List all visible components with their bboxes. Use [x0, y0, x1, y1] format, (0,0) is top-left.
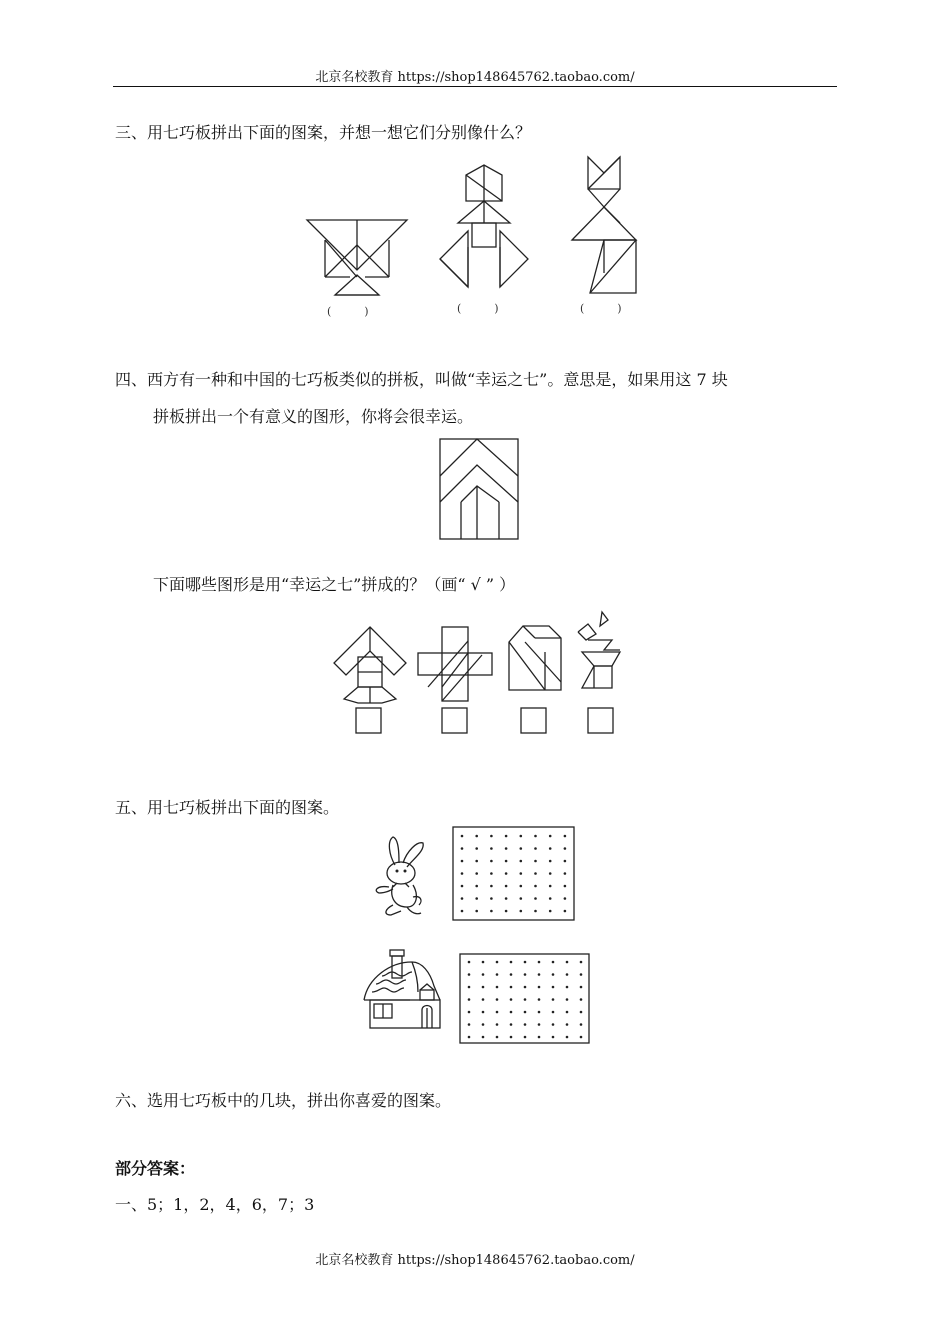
- grid-dot: [580, 1011, 583, 1014]
- q4-option-figure-4: [574, 610, 624, 692]
- grid-dot: [538, 1011, 541, 1014]
- grid-dot: [564, 860, 567, 863]
- q4-option-figure-2: [416, 625, 496, 705]
- grid-dot: [564, 910, 567, 913]
- grid-dot: [505, 872, 508, 875]
- grid-dot: [534, 872, 537, 875]
- grid-dot: [468, 1011, 471, 1014]
- grid-dot: [534, 847, 537, 850]
- grid-dot: [475, 872, 478, 875]
- q3-tangram-figure-3: [568, 155, 648, 300]
- grid-dot: [580, 1036, 583, 1039]
- grid-dot: [538, 961, 541, 964]
- grid-dot: [580, 986, 583, 989]
- q4-option-box-3[interactable]: [520, 707, 548, 735]
- grid-dot: [510, 986, 513, 989]
- grid-dot: [520, 847, 523, 850]
- grid-dot: [475, 910, 478, 913]
- grid-dot: [482, 1011, 485, 1014]
- grid-dot: [496, 1023, 499, 1026]
- grid-dot: [520, 885, 523, 888]
- grid-dot: [580, 1023, 583, 1026]
- grid-dot: [490, 897, 493, 900]
- grid-dot: [552, 961, 555, 964]
- grid-dot: [482, 961, 485, 964]
- rabbit-icon: [367, 835, 437, 920]
- house-icon: [360, 948, 450, 1033]
- grid-dot: [468, 961, 471, 964]
- grid-dot: [566, 1011, 569, 1014]
- grid-dot: [475, 847, 478, 850]
- grid-dot: [552, 1023, 555, 1026]
- grid-dot: [538, 1023, 541, 1026]
- q4-option-box-1[interactable]: [355, 707, 383, 735]
- grid-dot: [461, 910, 464, 913]
- q3-tangram-figure-1: [305, 215, 415, 300]
- grid-dot: [482, 1036, 485, 1039]
- grid-dot: [510, 961, 513, 964]
- grid-dot: [468, 1036, 471, 1039]
- grid-dot: [524, 973, 527, 976]
- answers-line-1: 一、5；1，2，4，6，7；3: [115, 1195, 315, 1214]
- grid-dot: [510, 998, 513, 1001]
- grid-dot: [552, 1036, 555, 1039]
- grid-dot: [534, 860, 537, 863]
- grid-dot: [482, 1023, 485, 1026]
- grid-dot: [524, 961, 527, 964]
- grid-dot: [524, 1011, 527, 1014]
- grid-dot: [510, 1036, 513, 1039]
- grid-dot: [549, 885, 552, 888]
- grid-dot: [534, 885, 537, 888]
- grid-dot: [538, 998, 541, 1001]
- grid-dot: [475, 860, 478, 863]
- grid-dot: [475, 897, 478, 900]
- grid-dot: [496, 1036, 499, 1039]
- grid-dot: [510, 1023, 513, 1026]
- grid-dot: [566, 973, 569, 976]
- grid-dot: [520, 897, 523, 900]
- question-3-text: 三、用七巧板拼出下面的图案，并想一想它们分别像什么？: [115, 123, 532, 142]
- question-6-text: 六、选用七巧板中的几块，拼出你喜爱的图案。: [115, 1091, 452, 1110]
- grid-dot: [538, 1036, 541, 1039]
- grid-dot: [490, 835, 493, 838]
- grid-dot: [534, 910, 537, 913]
- grid-dot: [490, 860, 493, 863]
- grid-dot: [566, 1036, 569, 1039]
- q3-tangram-figure-2: [436, 163, 536, 293]
- grid-dot: [552, 1011, 555, 1014]
- grid-dot: [549, 835, 552, 838]
- grid-dot: [534, 897, 537, 900]
- grid-dot: [505, 835, 508, 838]
- grid-dot: [564, 897, 567, 900]
- grid-dot: [524, 1036, 527, 1039]
- grid-dot: [510, 1011, 513, 1014]
- grid-dot: [538, 986, 541, 989]
- q3-blank-3: ( ): [580, 302, 622, 315]
- grid-dot: [490, 872, 493, 875]
- grid-dot: [566, 998, 569, 1001]
- grid-dot: [520, 860, 523, 863]
- grid-dot: [496, 961, 499, 964]
- grid-dot: [461, 847, 464, 850]
- grid-dot: [520, 910, 523, 913]
- grid-dot: [505, 897, 508, 900]
- grid-dot: [482, 998, 485, 1001]
- answers-title: 部分答案：: [115, 1159, 196, 1178]
- page-footer: 北京名校教育 https://shop148645762.taobao.com/: [315, 1253, 635, 1268]
- header-divider: [113, 86, 837, 87]
- grid-dot: [490, 885, 493, 888]
- grid-dot: [524, 986, 527, 989]
- grid-dot: [549, 847, 552, 850]
- grid-dot: [524, 1023, 527, 1026]
- grid-dot: [496, 986, 499, 989]
- grid-dot: [549, 860, 552, 863]
- grid-dot: [468, 973, 471, 976]
- grid-dot: [475, 885, 478, 888]
- grid-dot: [468, 986, 471, 989]
- question-4-line-2: 拼板拼出一个有意义的图形，你将会很幸运。: [153, 407, 474, 426]
- dot-grid-2: [459, 953, 591, 1045]
- grid-dot: [505, 885, 508, 888]
- grid-dot: [510, 973, 513, 976]
- grid-dot: [461, 872, 464, 875]
- grid-dot: [505, 910, 508, 913]
- grid-dot: [461, 860, 464, 863]
- question-4-line-1: 四、西方有一种和中国的七巧板类似的拼板，叫做“幸运之七”。意思是，如果用这 7 块: [115, 370, 728, 389]
- grid-dot: [580, 973, 583, 976]
- grid-dot: [505, 860, 508, 863]
- grid-dot: [549, 910, 552, 913]
- grid-dot: [566, 1023, 569, 1026]
- grid-dot: [564, 885, 567, 888]
- grid-dot: [564, 872, 567, 875]
- grid-dot: [496, 973, 499, 976]
- grid-dot: [520, 872, 523, 875]
- q4-option-figure-3: [505, 622, 565, 692]
- grid-dot: [580, 961, 583, 964]
- grid-dot: [534, 835, 537, 838]
- grid-dot: [505, 847, 508, 850]
- grid-dot: [482, 973, 485, 976]
- grid-dot: [524, 998, 527, 1001]
- grid-dot: [496, 1011, 499, 1014]
- dot-grid-1: [452, 826, 576, 922]
- page-header: 北京名校教育 https://shop148645762.taobao.com/: [315, 70, 635, 85]
- grid-dot: [461, 835, 464, 838]
- grid-dot: [482, 986, 485, 989]
- grid-dot: [496, 998, 499, 1001]
- question-4-subquestion: 下面哪些图形是用“幸运之七”拼成的？（画“ √ ” ）: [153, 575, 516, 594]
- grid-dot: [566, 986, 569, 989]
- q4-option-box-4[interactable]: [587, 707, 615, 735]
- grid-dot: [566, 961, 569, 964]
- grid-dot: [468, 1023, 471, 1026]
- grid-dot: [538, 973, 541, 976]
- q3-blank-2: ( ): [457, 302, 499, 315]
- grid-dot: [564, 847, 567, 850]
- grid-dot: [552, 998, 555, 1001]
- grid-dot: [461, 897, 464, 900]
- grid-dot: [490, 847, 493, 850]
- q4-option-figure-1: [330, 625, 410, 705]
- grid-dot: [552, 973, 555, 976]
- grid-dot: [461, 885, 464, 888]
- grid-dot: [549, 897, 552, 900]
- lucky-seven-board: [439, 438, 519, 540]
- q3-blank-1: ( ): [327, 305, 369, 318]
- grid-dot: [475, 835, 478, 838]
- grid-dot: [580, 998, 583, 1001]
- grid-dot: [549, 872, 552, 875]
- grid-dot: [490, 910, 493, 913]
- grid-dot: [468, 998, 471, 1001]
- grid-dot: [564, 835, 567, 838]
- grid-dot: [552, 986, 555, 989]
- q4-option-box-2[interactable]: [441, 707, 469, 735]
- grid-dot: [520, 835, 523, 838]
- question-5-text: 五、用七巧板拼出下面的图案。: [115, 798, 340, 817]
